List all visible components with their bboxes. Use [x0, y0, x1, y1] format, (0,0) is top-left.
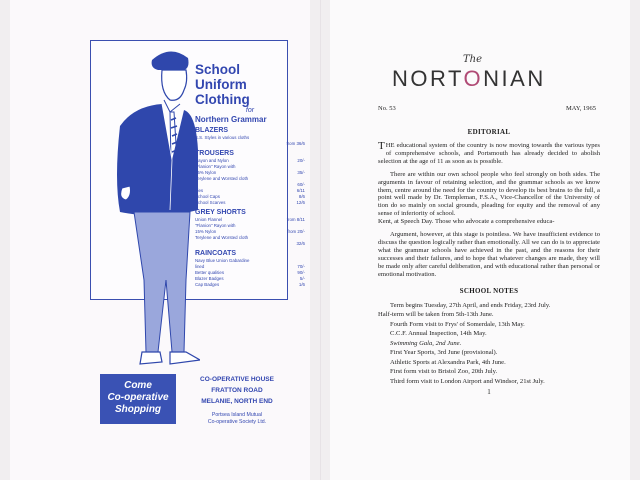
school-note: First form visit to Bristol Zoo, 20th July. — [390, 368, 498, 375]
price-item: Rayon and Nylon — [195, 158, 229, 163]
society-name — [182, 412, 292, 426]
school-note: Third form visit to London Airport and Windsor, 21st July. — [390, 377, 545, 385]
school-note: Swimming Gala, 2nd June. — [390, 339, 462, 347]
drop-cap: T — [378, 140, 385, 152]
masthead-the: The — [463, 54, 483, 65]
issue-date: MAY, 1965 — [566, 105, 596, 112]
school-note: Athletic Sports at Alexandra Park, 4th June. — [390, 358, 506, 366]
advert-title-line-2: Uniform — [195, 77, 247, 92]
come-line-3: Shopping — [114, 404, 162, 415]
price-item: "Flanion" Rayon with — [195, 223, 236, 228]
price-item: School Scarves — [195, 200, 226, 205]
price-value: from 8/11 — [286, 217, 305, 222]
price-item: Better qualities — [195, 270, 225, 275]
page-gutter — [320, 0, 321, 480]
school-notes-heading: SCHOOL NOTES — [459, 286, 519, 295]
price-item: Blazer Badges — [195, 276, 224, 281]
advert-section-heading: BLAZERS — [195, 127, 229, 134]
masthead-part-2: NIAN — [483, 66, 546, 91]
issue-number: No. 53 — [378, 105, 396, 112]
address-line-1: CO-OPERATIVE HOUSE — [200, 376, 274, 383]
price-item: Union Flannel — [195, 217, 223, 222]
price-value: 70/- — [297, 264, 305, 269]
editorial-paragraph-2: There are within our own school people who feel strongly on both sides. The arguments in favour of retaining selection, and the grammar schools as we know them, centre around the need for the country to develop its best brains to the full, a point well made by Dr. Templeman, F.S.A., Vice-Chancellor of the University of tion do so mainly on social grounds, pleading for equity and the removal of any sense of inferiority of school. — [378, 170, 600, 218]
advert-text — [195, 62, 305, 288]
schoolboy-illustration — [100, 30, 200, 370]
society-line-1: Portsea Island Mutual — [211, 412, 263, 418]
editorial-paragraph-1 — [378, 142, 600, 166]
masthead-o-emblem: O — [463, 66, 484, 91]
come-cooperative-shopping-box — [100, 374, 176, 424]
issue-line — [378, 105, 596, 112]
price-value: 5/- — [299, 276, 305, 281]
editorial-body — [378, 128, 600, 396]
price-item: Terylene and Worsted cloth — [195, 235, 249, 240]
price-value: 60/- — [297, 182, 305, 187]
price-item: Terylene and Worsted cloth — [195, 176, 249, 181]
price-value: 35/- — [297, 170, 305, 175]
price-item: "Flanion" Rayon with — [195, 164, 236, 169]
price-item: 15% Nylon — [195, 229, 217, 234]
page-number: 1 — [487, 388, 491, 396]
address-line-2: FRATTON ROAD — [211, 387, 263, 394]
store-address — [182, 374, 292, 426]
price-value: from 36/6 — [286, 141, 305, 146]
editorial-heading: EDITORIAL — [467, 128, 511, 136]
price-item: S.S. Styles in various cloths — [195, 135, 250, 140]
school-note: Fourth Form visit to Frys' of Somerdale, 13th May. — [390, 320, 525, 328]
price-item: Navy Blue Union Gabardine — [195, 258, 250, 263]
price-item: Cap Badges — [195, 282, 220, 287]
come-line-1: Come — [124, 380, 152, 391]
price-item: 15% Nylon — [195, 170, 217, 175]
price-item: Ties — [195, 188, 204, 193]
school-note: First Year Sports, 3rd June (provisional). — [390, 349, 498, 356]
advert-section-heading: GREY SHORTS — [195, 209, 246, 216]
editorial-paragraph-1-text: HE educational system of the country is now moving towards the various types of comprehensive schools, and Portsmouth has already decided to abolish selection at the age of 11 as soon as is possible. — [378, 142, 600, 165]
price-value: 20/- — [297, 158, 305, 163]
price-value: 6/11 — [296, 188, 305, 193]
come-line-2: Co-operative — [107, 392, 169, 403]
masthead-part-1: NORT — [392, 66, 464, 91]
advert-title-line-1: School — [195, 62, 241, 77]
advert-school: Northern Grammar — [195, 115, 267, 124]
address-line-3: MELANIE, NORTH END — [201, 398, 273, 405]
price-value: 8/6 — [298, 194, 305, 199]
advert-price-row — [195, 241, 305, 247]
price-value: from 20/- — [287, 229, 305, 234]
price-item: lined — [195, 264, 205, 269]
society-line-2: Co-operative Society Ltd. — [207, 419, 267, 425]
advert-section-heading: RAINCOATS — [195, 250, 237, 257]
school-note: Half-term will be taken from 5th-13th June. — [378, 311, 494, 318]
price-value: 12/6 — [296, 200, 305, 205]
price-item: School Caps — [195, 194, 220, 199]
advert-price-list — [195, 127, 305, 288]
school-notes-list — [378, 301, 600, 387]
price-value: 1/6 — [298, 282, 305, 287]
advert-for: for — [245, 107, 255, 114]
school-note: Term begins Tuesday, 27th April, and ends Friday, 23rd July. — [390, 301, 551, 309]
masthead-title — [392, 66, 546, 92]
advert-price-row — [195, 282, 305, 288]
advert-price-row — [195, 141, 305, 147]
school-note: C.C.F. Annual Inspection, 14th May. — [390, 330, 487, 337]
advert-section-heading: TROUSERS — [195, 150, 234, 157]
editorial-paragraph-3: Kent, at Speech Day. Those who advocate a comprehensive educa- — [378, 218, 555, 226]
price-value: 32/6 — [296, 241, 305, 246]
editorial-paragraph-4: Argument, however, at this stage is pointless. We have insufficient evidence to discuss the question logically rather than emotionally. All we can do is to appreciate what the grammar schools have achieved in the past, and the reasons for their successes and their failures, and to hope that whatever changes are made, they will be made only after careful deliberation, and with educational rather than personal or emotional motivation. — [378, 231, 600, 278]
advert-title-line-3: Clothing — [195, 92, 250, 107]
price-value: 90/- — [297, 270, 305, 275]
advert-price-row — [195, 200, 305, 206]
